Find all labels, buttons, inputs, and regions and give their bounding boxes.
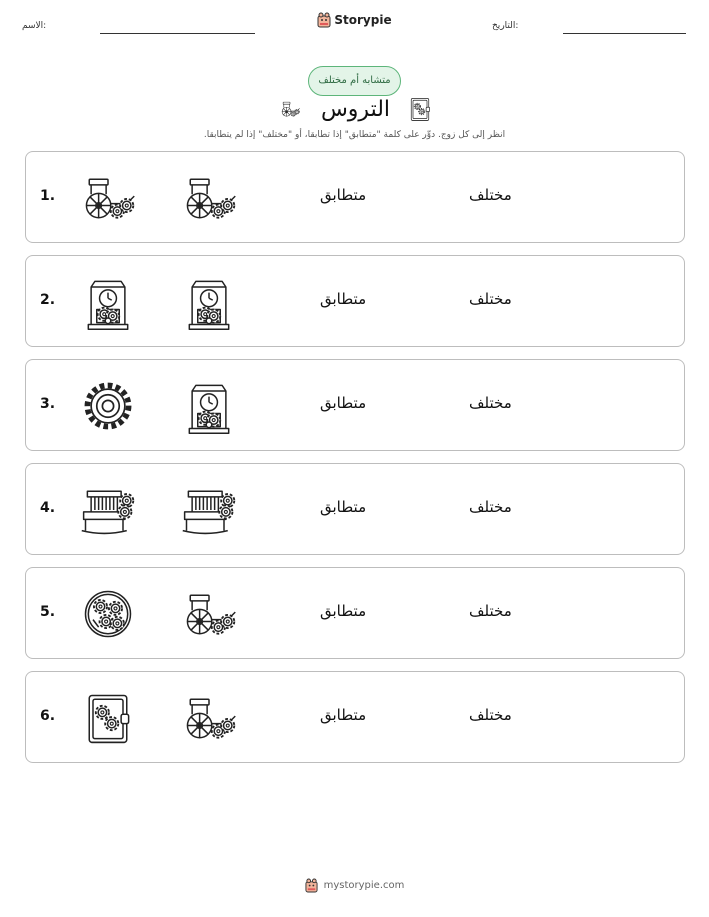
row-number: 6. xyxy=(40,708,56,724)
worksheet-type-badge: متشابه أم مختلف xyxy=(308,66,401,96)
date-line[interactable] xyxy=(563,33,686,34)
gear-clock-icon xyxy=(78,272,138,332)
gear-book-icon xyxy=(406,95,434,123)
row-number: 2. xyxy=(40,292,56,308)
clockwork-icon xyxy=(78,584,138,644)
storypie-logo-icon xyxy=(317,12,331,28)
different-option[interactable]: مختلف xyxy=(469,602,512,620)
different-option[interactable]: مختلف xyxy=(469,498,512,516)
different-option[interactable]: مختلف xyxy=(469,706,512,724)
title-row xyxy=(0,92,709,126)
gear-cart-icon xyxy=(78,168,138,228)
storypie-logo-icon xyxy=(305,878,318,893)
gear-cart-icon xyxy=(179,688,239,748)
page-title: التروس xyxy=(320,96,391,122)
different-option[interactable]: مختلف xyxy=(469,290,512,308)
footer-url[interactable]: mystorypie.com xyxy=(323,880,405,891)
row-number: 4. xyxy=(40,500,56,516)
gear-book-icon xyxy=(78,688,138,748)
name-label: الاسم: xyxy=(22,21,47,31)
loom-icon xyxy=(78,480,138,540)
pair-row-6 xyxy=(25,671,685,763)
cogwheel-icon xyxy=(78,376,138,436)
row-number: 3. xyxy=(40,396,56,412)
brand xyxy=(0,12,709,32)
footer xyxy=(0,878,709,897)
same-option[interactable]: متطابق xyxy=(320,706,367,724)
same-option[interactable]: متطابق xyxy=(320,498,367,516)
different-option[interactable]: مختلف xyxy=(469,394,512,412)
instructions: انظر إلى كل زوج. دوِّر على كلمة "متطابق" إذا تطابقا، أو "مختلف" إذا لم يتطابقا. xyxy=(203,130,506,140)
different-option[interactable]: مختلف xyxy=(469,186,512,204)
date-label: التاريخ: xyxy=(492,21,519,31)
row-number: 1. xyxy=(40,188,56,204)
gear-clock-icon xyxy=(179,376,239,436)
gear-cart-icon xyxy=(179,584,239,644)
same-option[interactable]: متطابق xyxy=(320,602,367,620)
same-option[interactable]: متطابق xyxy=(320,394,367,412)
pair-row-5 xyxy=(25,567,685,659)
name-line[interactable] xyxy=(100,33,255,34)
row-number: 5. xyxy=(40,604,56,620)
pair-row-1 xyxy=(25,151,685,243)
gear-clock-icon xyxy=(179,272,239,332)
gear-cart-icon xyxy=(275,98,305,120)
gear-cart-icon xyxy=(179,168,239,228)
brand-name: Storypie xyxy=(334,13,392,27)
same-option[interactable]: متطابق xyxy=(320,290,367,308)
pair-row-3 xyxy=(25,359,685,451)
pair-row-2 xyxy=(25,255,685,347)
same-option[interactable]: متطابق xyxy=(320,186,367,204)
loom-icon xyxy=(179,480,239,540)
pair-row-4 xyxy=(25,463,685,555)
